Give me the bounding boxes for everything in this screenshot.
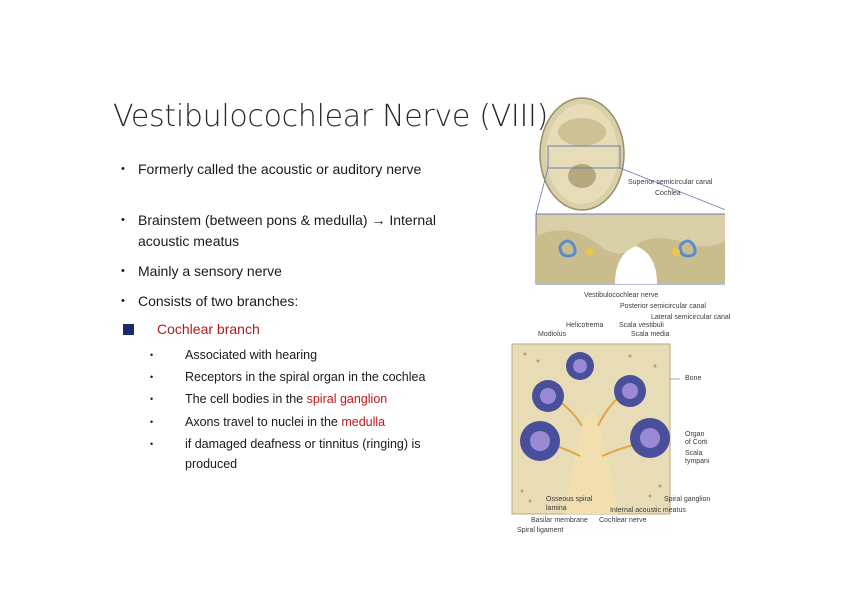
bullet-dot: • bbox=[150, 372, 154, 382]
branch-item-text: Receptors in the spiral organ in the cochlea bbox=[185, 370, 426, 384]
slide-title: Vestibulocochlear Nerve (VIII) bbox=[113, 99, 548, 134]
bullet-dot: • bbox=[121, 265, 125, 277]
bullet-dot: • bbox=[121, 163, 125, 175]
bullet-text: Brainstem (between pons & medulla) → Internal acoustic meatus bbox=[138, 212, 437, 249]
bullet-dot: • bbox=[121, 214, 125, 226]
bullet-dot: • bbox=[121, 295, 125, 307]
label-spiral-ganglion: Spiral ganglion bbox=[664, 496, 711, 503]
branch-heading bbox=[123, 321, 260, 337]
label-organ-corti-1: Organ bbox=[685, 431, 705, 438]
branch-item-text: if damaged deafness or tinnitus (ringing) is produced bbox=[185, 437, 421, 471]
branch-item-text: Associated with hearing bbox=[185, 348, 318, 362]
branch-item-text bbox=[150, 389, 450, 409]
branch-item-pre: Axons travel to nuclei in the bbox=[185, 415, 342, 429]
branch-item-4 bbox=[150, 412, 450, 432]
label-internal-meatus: Internal acoustic meatus bbox=[610, 507, 686, 514]
branch-item-3 bbox=[150, 389, 450, 409]
label-scala-vestibuli: Scala vestibuli bbox=[619, 322, 664, 329]
branch-title: Cochlear branch bbox=[157, 321, 260, 337]
checkbox-bullet-icon bbox=[123, 324, 134, 335]
bullet-dot: • bbox=[150, 417, 154, 427]
bullet-text: Mainly a sensory nerve bbox=[138, 263, 282, 279]
bullet-4 bbox=[121, 291, 461, 312]
label-scala-tympani-2: tympani bbox=[685, 458, 710, 465]
highlight-term: medulla bbox=[341, 415, 386, 429]
label-cochlear-nerve: Cochlear nerve bbox=[599, 517, 647, 524]
bullet-1 bbox=[121, 159, 461, 180]
bullet-text: Consists of two branches: bbox=[138, 293, 299, 309]
label-osseous-2: lamina bbox=[546, 505, 567, 512]
branch-item-pre: The cell bodies in the bbox=[185, 392, 307, 406]
label-cochlea: Cochlea bbox=[655, 190, 681, 197]
bullet-2 bbox=[121, 210, 461, 252]
bullet-dot: • bbox=[150, 439, 154, 449]
branch-item-1 bbox=[150, 345, 450, 365]
bullet-dot: • bbox=[150, 350, 154, 360]
label-posterior-canal: Posterior semicircular canal bbox=[620, 303, 706, 310]
label-bone: Bone bbox=[685, 375, 702, 382]
branch-item-5 bbox=[150, 434, 450, 474]
label-modiolus: Modiolus bbox=[538, 331, 567, 338]
label-osseous-1: Osseous spiral bbox=[546, 496, 593, 503]
label-superior-canal: Superior semicircular canal bbox=[628, 179, 713, 186]
label-organ-corti-2: of Corti bbox=[685, 439, 708, 446]
label-vestibulocochlear: Vestibulocochlear nerve bbox=[584, 292, 659, 299]
bullet-dot: • bbox=[150, 394, 154, 404]
label-lateral-canal: Lateral semicircular canal bbox=[651, 314, 731, 321]
label-basilar: Basilar membrane bbox=[531, 517, 588, 524]
label-helicotrema: Helicotrema bbox=[566, 322, 604, 329]
label-spiral-ligament: Spiral ligament bbox=[517, 527, 564, 534]
label-scala-media: Scala media bbox=[631, 331, 670, 338]
highlight-term: spiral ganglion bbox=[306, 392, 388, 406]
branch-item-text bbox=[150, 412, 450, 432]
bullet-text: Formerly called the acoustic or auditory nerve bbox=[138, 161, 422, 177]
branch-item-2 bbox=[150, 367, 450, 387]
label-scala-tympani-1: Scala bbox=[685, 450, 703, 457]
bullet-3 bbox=[121, 261, 461, 282]
